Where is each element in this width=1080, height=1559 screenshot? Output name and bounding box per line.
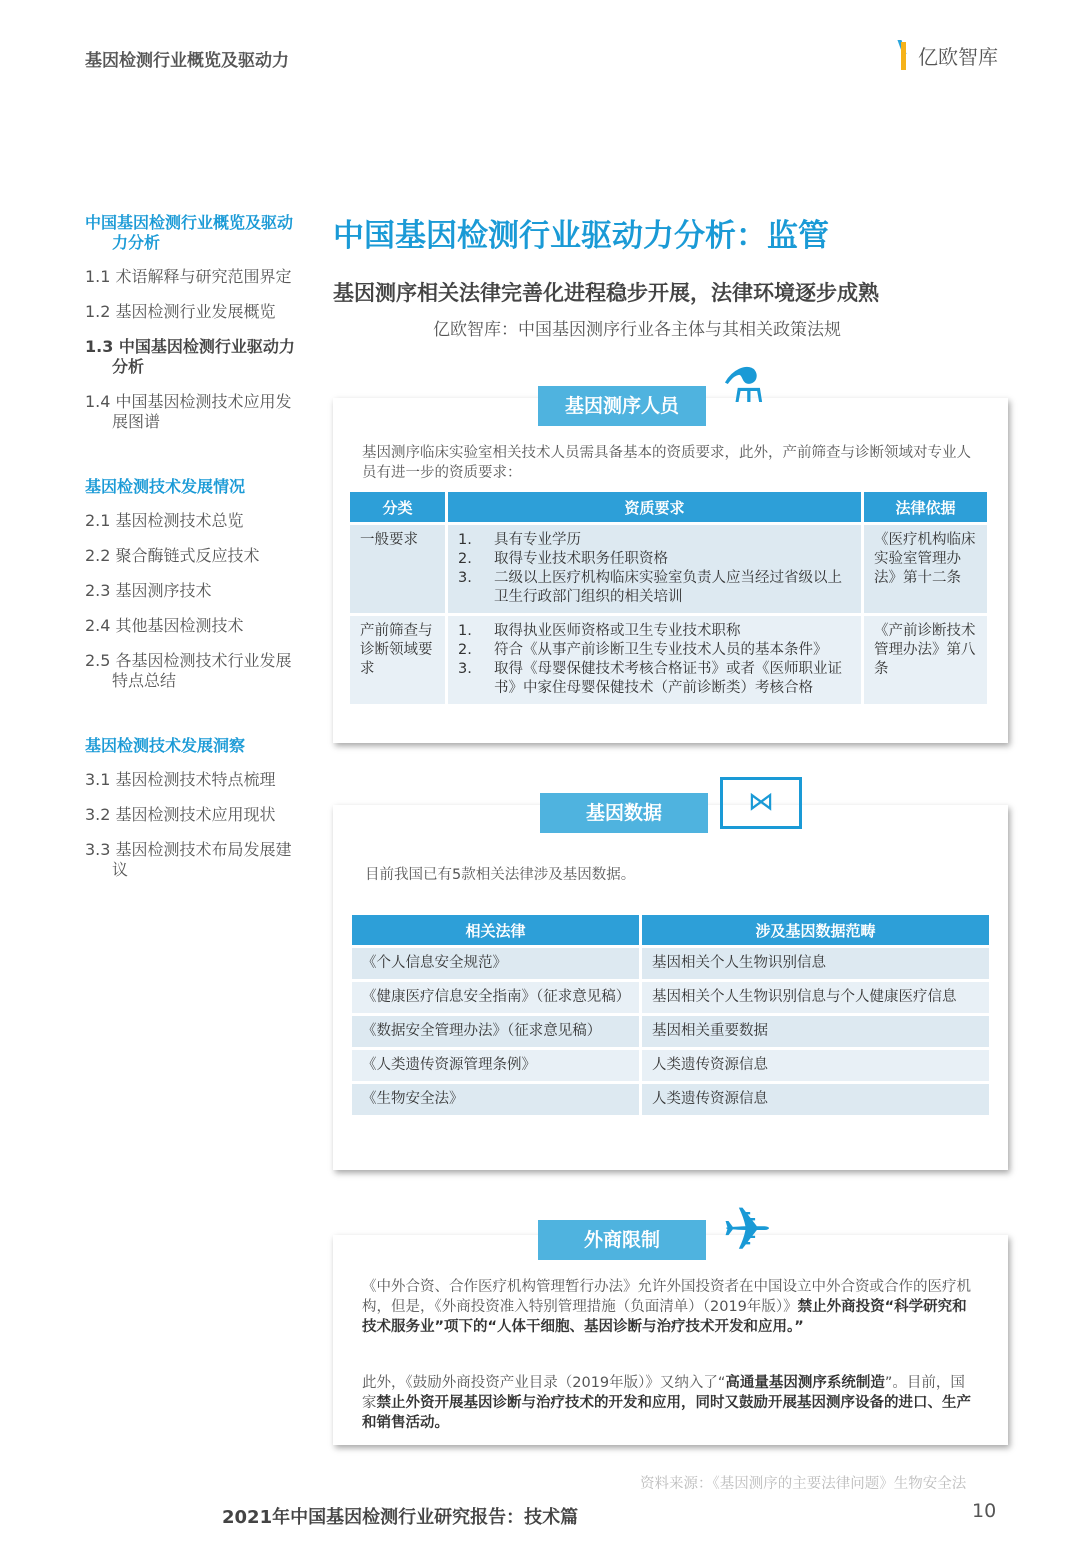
personnel-tag: 基因测序人员: [538, 386, 706, 426]
requirement-item: 取得执业医师资格或卫生专业技术职称: [494, 623, 741, 639]
basis-cell: 《产前诊断技术管理办法》第八条: [864, 616, 987, 704]
law-cell: 《健康医疗信息安全指南》（征求意见稿）: [352, 982, 639, 1013]
requirements-cell: 1. 取得执业医师资格或卫生专业技术职称 2. 符合《从事产前诊断卫生专业技术人员的基本条件》 3. 取得《母婴保健技术考核合格证书》或者《医师职业证书》中家住母婴保健技术（产前诊断类）考核合格: [448, 616, 861, 704]
scope-cell: 基因相关个人生物识别信息与个人健康医疗信息: [642, 982, 989, 1013]
logo-text: 亿欧智库: [918, 44, 998, 69]
sidebar-item[interactable]: 3.2 基因检测技术应用现状: [85, 805, 276, 824]
requirement-item: 符合《从事产前诊断卫生专业技术人员的基本条件》: [494, 642, 828, 658]
sidebar-item[interactable]: 1.1 术语解释与研究范围界定: [85, 267, 292, 286]
text: 此外，《鼓励外商投资产业目录（2019年版）》又纳入了“: [362, 1375, 726, 1391]
scope-cell: 人类遗传资源信息: [642, 1084, 989, 1115]
requirement-item: 二级以上医疗机构临床实验室负责人应当经过省级以上卫生行政部门组织的相关培训: [494, 570, 842, 605]
gene-data-tag: 基因数据: [540, 793, 708, 833]
sidebar-item[interactable]: 2.5 各基因检测技术行业发展特点总结: [85, 651, 292, 690]
sidebar-item[interactable]: 1.4 中国基因检测技术应用发展图谱: [85, 392, 292, 431]
requirement-item: 具有专业学历: [494, 532, 581, 548]
foreign-para-1: [362, 1277, 977, 1337]
page-title: 中国基因检测行业驱动力分析：监管: [333, 218, 829, 254]
basis-cell: 《医疗机构临床实验室管理办法》第十二条: [864, 525, 987, 613]
sidebar-section[interactable]: 基因检测技术发展情况: [85, 477, 246, 496]
sidebar-item[interactable]: 2.4 其他基因检测技术: [85, 616, 244, 635]
source-note: 资料来源：《基因测序的主要法律问题》生物安全法: [640, 1476, 967, 1492]
law-cell: 《生物安全法》: [352, 1084, 639, 1115]
table-row: [352, 982, 989, 1013]
law-cell: 《个人信息安全规范》: [352, 948, 639, 979]
scientist-icon: ⚗: [722, 358, 766, 414]
text: ”。目前，国家: [362, 1375, 965, 1411]
sidebar-section[interactable]: 中国基因检测行业概览及驱动力分析: [85, 213, 294, 252]
bold-text: 高通量基因测序系统制造: [725, 1375, 885, 1391]
scope-cell: 基因相关个人生物识别信息: [642, 948, 989, 979]
requirement-item: 取得专业技术职务任职资格: [494, 551, 668, 567]
table-row: [352, 948, 989, 979]
foreign-tag: 外商限制: [538, 1220, 706, 1260]
personnel-intro: 基因测序临床实验室相关技术人员需具备基本的资质要求，此外，产前筛查与诊断领域对专业人员有进一步的资质要求：: [362, 445, 971, 481]
personnel-table: [347, 489, 990, 707]
col-header: 涉及基因数据范畴: [642, 915, 989, 945]
col-header: 资质要求: [448, 492, 861, 522]
sidebar-item[interactable]: 1.3 中国基因检测行业驱动力分析: [85, 337, 295, 376]
requirement-item: 取得《母婴保健技术考核合格证书》或者《医师职业证书》中家住母婴保健技术（产前诊断类）考核合格: [494, 661, 842, 696]
category-cell: 产前筛查与诊断领域要求: [350, 616, 445, 704]
col-header: 分类: [350, 492, 445, 522]
table-row: [352, 1016, 989, 1047]
page-number: 10: [972, 1500, 997, 1522]
sidebar-nav: [85, 213, 305, 895]
sidebar-item[interactable]: 3.3 基因检测技术布局发展建议: [85, 840, 292, 879]
col-header: 法律依据: [864, 492, 987, 522]
sidebar-item[interactable]: 2.2 聚合酶链式反应技术: [85, 546, 260, 565]
col-header: 相关法律: [352, 915, 639, 945]
table-row: [350, 525, 987, 613]
logo-icon: [890, 40, 912, 70]
sidebar-item[interactable]: 2.1 基因检测技术总览: [85, 511, 244, 530]
scope-cell: 基因相关重要数据: [642, 1016, 989, 1047]
airplane-icon: ✈: [722, 1195, 773, 1265]
bold-text: 禁止外资开展基因诊断与治疗技术的开发和应用，同时又鼓励开展基因测序设备的进口、生产和销售活动。: [362, 1395, 971, 1431]
table-row: [352, 1050, 989, 1081]
dna-screen-icon: ⋈: [720, 777, 802, 829]
table-row: [352, 1084, 989, 1115]
figure-caption: 亿欧智库：中国基因测序行业各主体与其相关政策法规: [433, 320, 841, 340]
scope-cell: 人类遗传资源信息: [642, 1050, 989, 1081]
law-cell: 《数据安全管理办法》（征求意见稿）: [352, 1016, 639, 1047]
category-cell: 一般要求: [350, 525, 445, 613]
header-section-title: 基因检测行业概览及驱动力: [85, 51, 289, 71]
text: 《中外合资、合作医疗机构管理暂行办法》允许外国投资者在中国设立中外合资或合作的医疗机构，但是，《外商投资准入特别管理措施（负面清单）（2019年版）》: [362, 1279, 971, 1315]
logo: [890, 40, 998, 70]
table-row: [350, 616, 987, 704]
report-title: 2021年中国基因检测行业研究报告：技术篇: [222, 1507, 579, 1528]
sidebar-item[interactable]: 3.1 基因检测技术特点梳理: [85, 770, 276, 789]
bold-text: 禁止外商投资“科学研究和技术服务业”项下的“人体干细胞、基因诊断与治疗技术开发和应用。”: [362, 1299, 967, 1335]
sidebar-item[interactable]: 1.2 基因检测行业发展概览: [85, 302, 276, 321]
foreign-para-2: [362, 1373, 977, 1433]
page-subtitle: 基因测序相关法律完善化进程稳步开展，法律环境逐步成熟: [333, 281, 879, 305]
sidebar-item[interactable]: 2.3 基因测序技术: [85, 581, 212, 600]
requirements-cell: 1. 具有专业学历 2. 取得专业技术职务任职资格 3. 二级以上医疗机构临床实验室负责人应当经过省级以上卫生行政部门组织的相关培训: [448, 525, 861, 613]
gene-data-table: [349, 912, 992, 1118]
gene-data-intro: 目前我国已有5款相关法律涉及基因数据。: [365, 867, 636, 883]
sidebar-section[interactable]: 基因检测技术发展洞察: [85, 736, 246, 755]
law-cell: 《人类遗传资源管理条例》: [352, 1050, 639, 1081]
